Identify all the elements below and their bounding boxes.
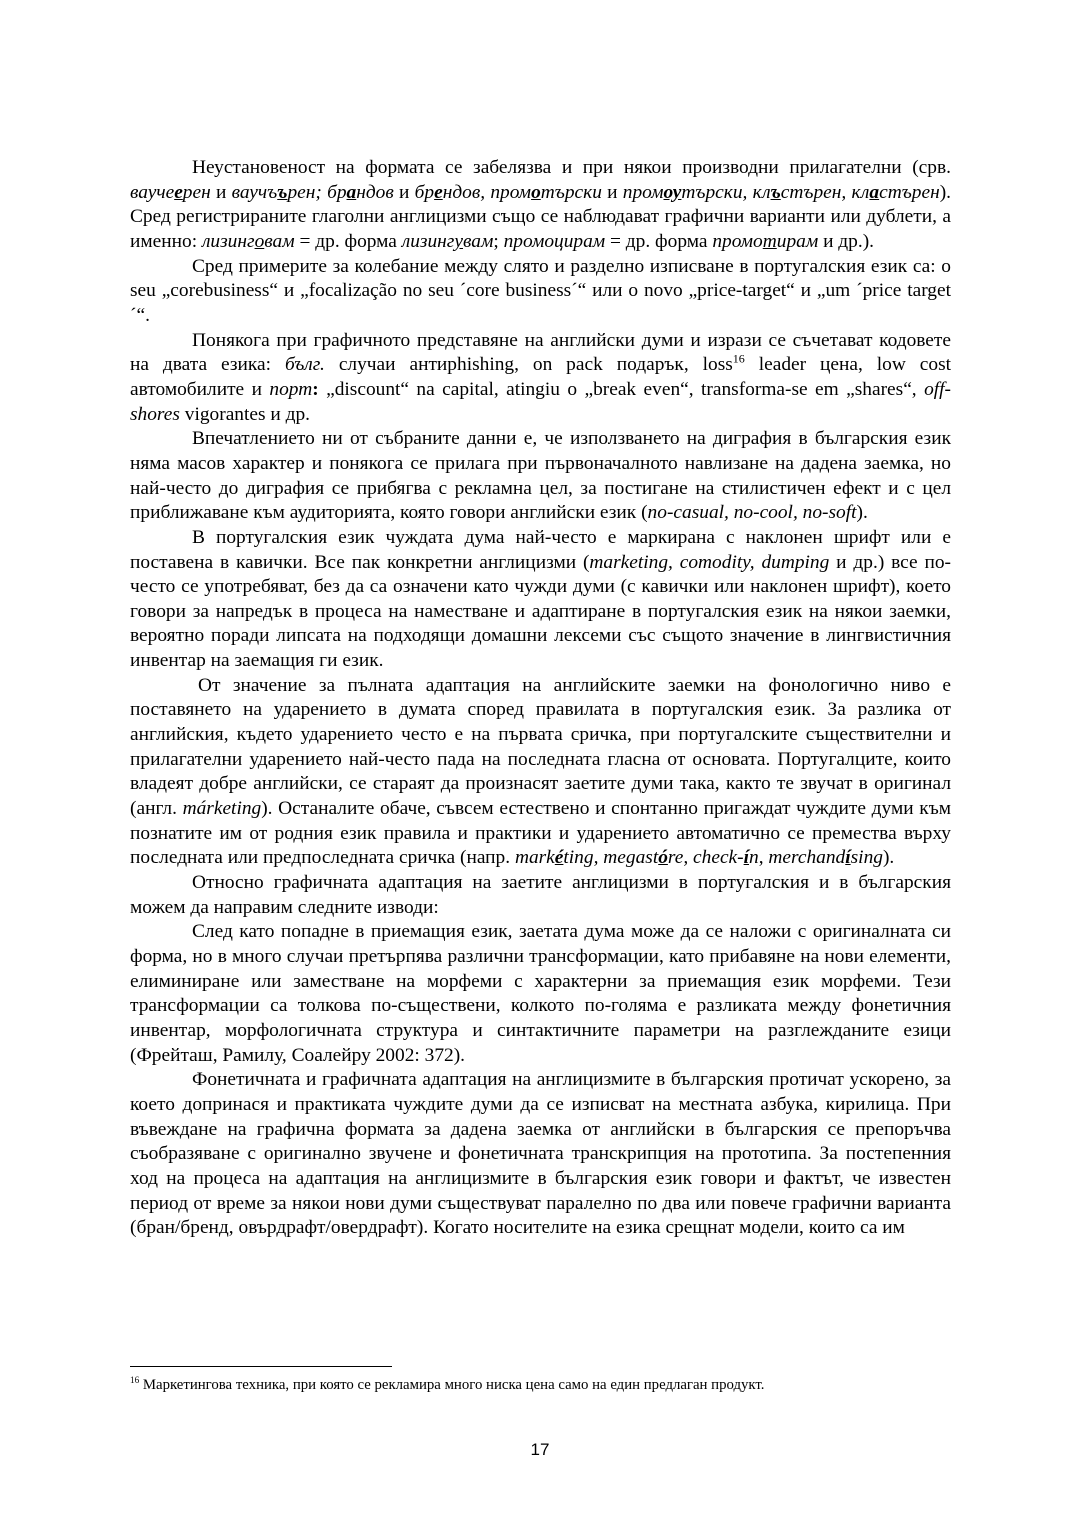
- example-word: лизинговам: [201, 230, 295, 252]
- example-word: markéting, megastóre, check-ín: [514, 847, 759, 869]
- paragraph-4: Впечатлението ни от събраните данни е, че използването на диграфия в българския език няма масов характер и понякога се прилага при първоначалното навлизане на дадена заемка, но най-често до диграфия се прибягва с рекламна цел, за постигане на стилистичен ефект и с цел приближаване към аудиторията, която говори английски език (no-casual, no-cool, no-soft).: [130, 428, 951, 524]
- example-word: промоцирам: [503, 230, 606, 252]
- footnote-text: Маркетингова техника, при която се рекламира много ниска цена само на един предлаган продукт.: [139, 1377, 765, 1393]
- example-word: ваучъърен; брандов: [231, 181, 394, 203]
- footnote-reference[interactable]: 16: [732, 351, 745, 366]
- paragraph-8: След като попадне в приемащия език, заетата дума може да се наложи с оригиналната си форма, но в много случаи претърпява различни трансформации, като прибавяне на нови елементи, елиминиране или заместване на морфеми с характерни за приемащия език морфеми. Тези трансформации са толкова по-съществени, колкото по-голяма е разликата между фонетичния инвентар, морфологичната структура и синтактичните параметри на разглежданите езици (Фрейташ, Рамилу, Соалейру 2002: 372).: [130, 921, 951, 1066]
- footnote: [130, 1376, 951, 1394]
- example-word: промоутърски, клъстърен, кластърен: [622, 181, 940, 203]
- footnote-number: 16: [130, 1375, 140, 1386]
- paragraph-6: От значение за пълната адаптация на английските заемки на фонологично ниво е поставянето на ударението в думата според правилата в португалския език. За разлика от английския, където ударението често е на първата сричка, при португалските съществителни и прилагателни ударението най-често пада на последната гласна от основата. Португалците, които владеят добре английски, се стараят да произнасят заетите думи така, както те звучат в оригинал (англ. márketing). Останалите обаче, съвсем естествено и спонтанно пригаждат чуждите думи към познатите им от родния език правила и практики и ударението автоматично се премества върху последната или предпоследната сричка (напр. markéting, megastóre, check-ín, merchandísing).: [130, 674, 951, 869]
- footnote-separator: [130, 1366, 392, 1367]
- paragraph-3: Понякога при графичното представяне на английски думи и изрази се съчетават кодовете на двата езика: бълг. случаи антиphishing, on pack подарък, loss$^{16}$ leader цена, low cost автомобилите и порт: „discount“ na capital, atingiu o „break even“, transforma-se em „shares“, off-shores vigorantes и др.: [130, 329, 952, 425]
- example-word: лизингувам: [401, 230, 494, 252]
- paragraph-2: Сред примерите за колебание между слято и разделно изписване в португалския език са: o seu „corebusiness“ и „focalização no seu ´core business´“ или o novo „price-target“ и „um ´price target´“.: [130, 255, 951, 326]
- example-word: merchandísing: [768, 847, 883, 869]
- body-text: [130, 156, 951, 1241]
- example-word: ваучeерен: [130, 181, 211, 203]
- paragraph-7: Относно графичната адаптация на заетите англицизми в португалския и в българския можем да направим следните изводи:: [130, 872, 951, 918]
- page-number: 17: [530, 1440, 550, 1459]
- paragraph-1: Неустановеност на формата се забелязва и при някои производни прилагателни (срв. ваучeерен и ваучъърен; брандов и брендов, промотърски и промоутърски, клъстърен, кластърен). Сред регистрираните глаголни англицизми също се наблюдават графични варианти или дублети, а именно: лизинговам = др. форма лизингувам; промоцирам = др. форма промотирам и др.).: [130, 157, 952, 252]
- example-word: промотирам: [712, 230, 819, 252]
- paragraph-9: Фонетичната и графичната адаптация на англицизмите в българския протичат ускорено, за което допринася и практиката чуждите думи да се изписват на местната азбука, кирилица. При въвеждане на графична формата за дадена заемка от английски в българския се препоръчва съобразяване с оригинално звучене и фонетичната транскрипция на прототипа. За постепенния ход на процеса на адаптация на англицизмите в българския език говори и фактът, че известен период от време за някои нови думи съществуват паралелно по два или повече графични варианта (бран/бренд, овърдрафт/овердрафт). Когато носителите на езика срещнат модели, които са им: [130, 1069, 951, 1239]
- example-word: брендов, промотърски: [414, 181, 602, 203]
- paragraph-5: В португалския език чуждата дума най-често е маркирана с наклонен шрифт или е поставена в кавички. Все пак конкретни англицизми (marketing, comodity, dumping и др.) все по-често се употребяват, без да са означени като чужди думи (с кавички или наклонен шрифт), което говори за напредък в процеса на наместване и адаптиране в португалския език на някои заемки, вероятно поради липсата на подходящи домашни лексеми със същото значение в лингвистичния инвентар на заемащия ги език.: [130, 526, 952, 672]
